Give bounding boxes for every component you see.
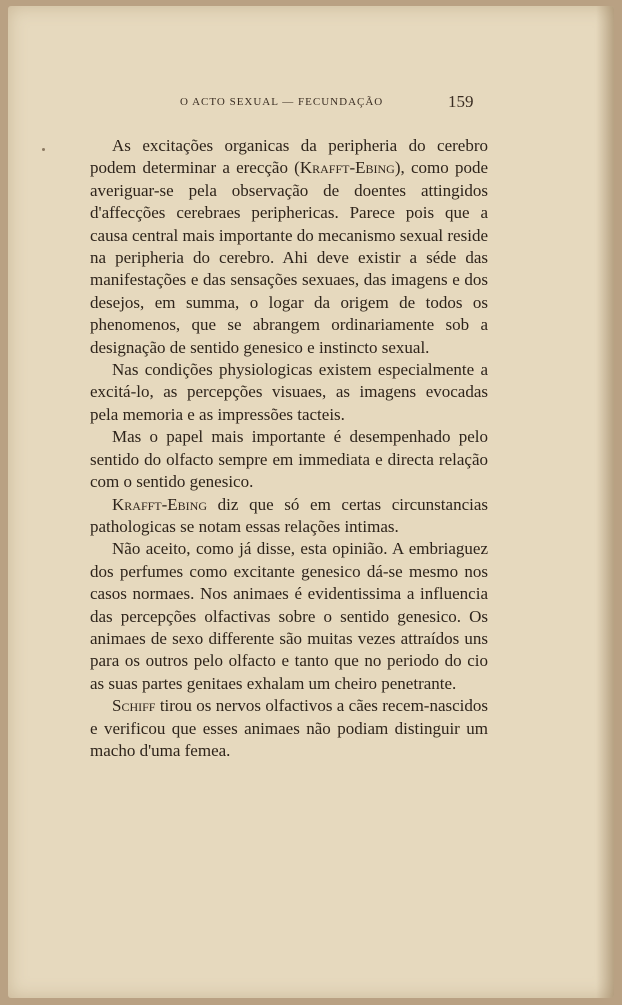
author-name: Krafft-Ebing (112, 494, 208, 514)
margin-speck (42, 148, 45, 151)
running-head (8, 92, 614, 116)
paragraph-p1 (90, 135, 488, 359)
paragraph-p2 (90, 359, 488, 426)
paragraph-text: As excitações organicas da peripheria do cerebro podem determinar a erecção ( (90, 136, 488, 178)
paragraph-text: tirou os nervos olfactivos a cães recem-nascidos e verificou que esses animaes não podiam distinguir um macho d'uma femea. (90, 696, 488, 760)
body-text (90, 135, 488, 762)
paragraph-text: Nas condições physiologicas existem especialmente a excitá-lo, as percepções visuaes, as imagens evocadas pela memoria e as impressões tacteis. (90, 360, 488, 424)
paragraph-text: Não aceito, como já disse, esta opinião. A embriaguez dos perfumes como excitante genesico dá-se mesmo nos casos normaes. Nos animaes é evidentissima a influencia das percepções olfactivas sobre o sentido genesico. Os animaes de sexo differente são muitas vezes attraídos uns para os outros pelo olfacto e tanto que no periodo do cio as suas partes genitaes exhalam um cheiro penetrante. (90, 539, 488, 693)
paragraph-p6 (90, 695, 488, 762)
author-name: Schiff (112, 696, 156, 716)
page-edge-shadow (596, 6, 614, 998)
author-name: Krafft-Ebing (299, 158, 395, 178)
paragraph-text: ), como pode averiguar-se pela observação de doentes attingidos d'affecções cerebraes periphericas. Parece pois que a causa central mais importante do mecanismo sexual reside na peripheria do cerebro. Ahi deve existir a séde das manifestações e das sensações sexuaes, das imagens e dos desejos, em summa, o logar da origem de todos os phenomenos, que se abrangem ordinariamente sob a designação de sentido genesico e instincto sexual. (90, 158, 488, 357)
paragraph-text: Mas o papel mais importante é desempenhado pelo sentido do olfacto sempre em immediata e directa relação com o sentido genesico. (90, 427, 488, 492)
paragraph-p3 (90, 426, 488, 493)
running-head-title: O ACTO SEXUAL — FECUNDAÇÃO (180, 96, 384, 108)
page-number: 159 (448, 92, 474, 111)
paragraph-text: diz que só em certas circunstancias pathologicas se notam essas relações intimas. (90, 494, 488, 536)
paragraph-p4 (90, 494, 488, 539)
paragraph-p5 (90, 538, 488, 695)
book-page (8, 6, 614, 998)
